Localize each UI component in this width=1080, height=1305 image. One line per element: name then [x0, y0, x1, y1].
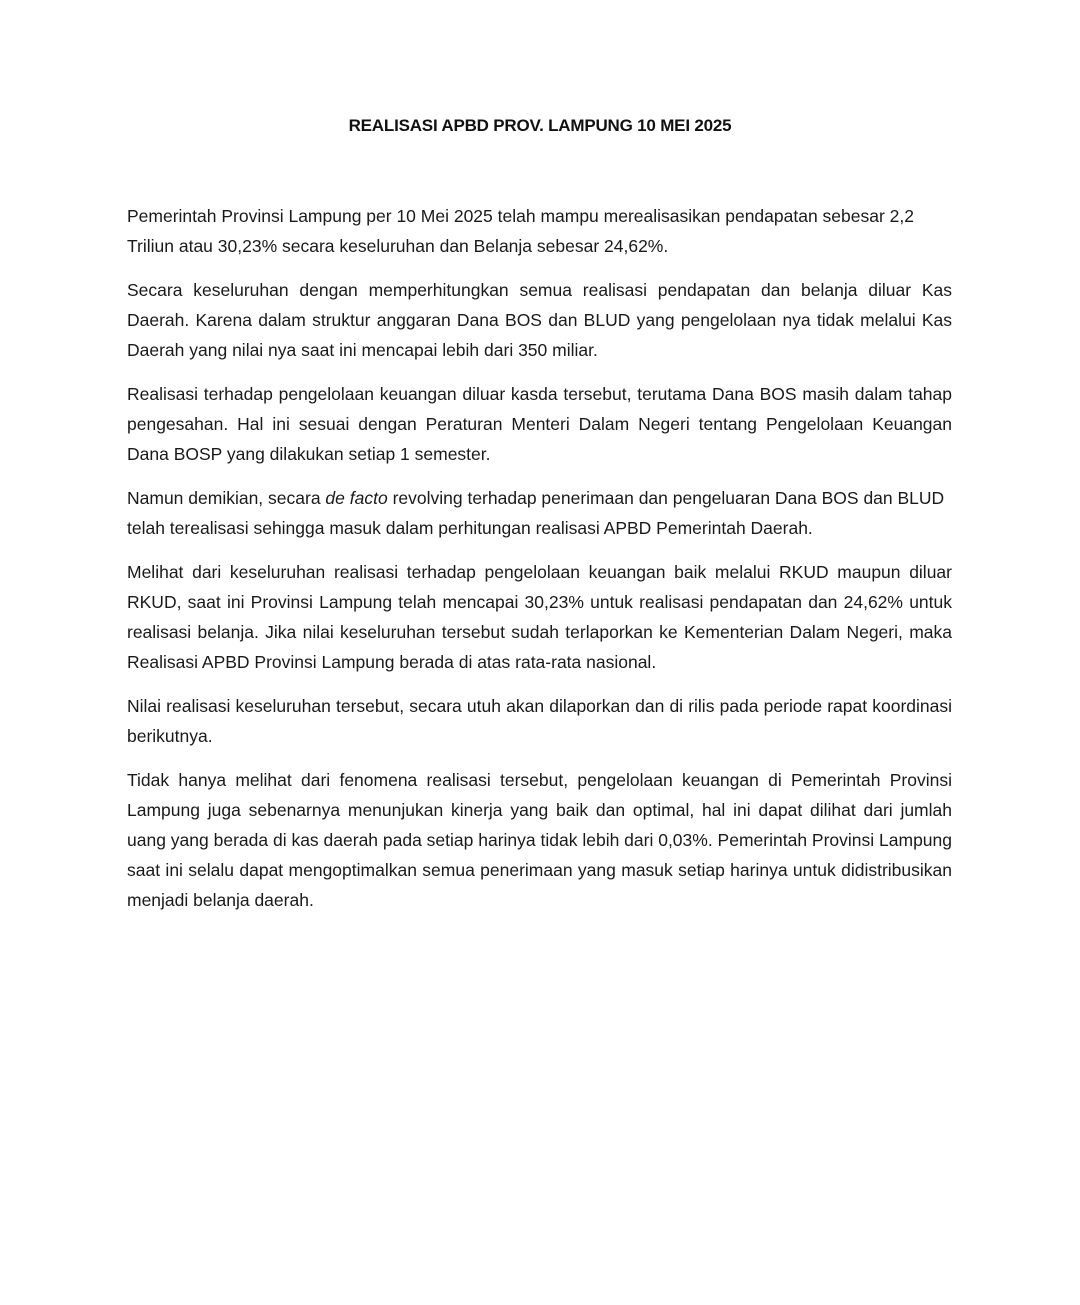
paragraph-performance: Tidak hanya melihat dari fenomena realisasi tersebut, pengelolaan keuangan di Pemerintah Provinsi Lampung juga sebenarnya menunjukan kinerja yang baik dan optimal, hal ini dapat dilihat dari jumlah uang yang berada di kas daerah pada setiap harinya tidak lebih dari 0,03%. Pemerintah Provinsi Lampung saat ini selalu dapat mengoptimalkan semua penerimaan yang masuk setiap harinya untuk didistribusikan menjadi belanja daerah. — [127, 770, 952, 910]
paragraph-reporting: Nilai realisasi keseluruhan tersebut, secara utuh akan dilaporkan dan di rilis pada periode rapat koordinasi berikutnya. — [127, 696, 952, 746]
paragraph-de-facto-italic: de facto — [325, 488, 388, 508]
document-body — [127, 201, 952, 929]
document-title: REALISASI APBD PROV. LAMPUNG 10 MEI 2025 — [348, 116, 732, 135]
paragraph-revenue-summary: Pemerintah Provinsi Lampung per 10 Mei 2025 telah mampu merealisasikan pendapatan sebesar 2,2 Triliun atau 30,23% secara keseluruhan dan Belanja sebesar 24,62%. — [127, 206, 914, 256]
paragraph-dana-bos-status: Realisasi terhadap pengelolaan keuangan diluar kasda tersebut, terutama Dana BOS masih dalam tahap pengesahan. Hal ini sesuai dengan Peraturan Menteri Dalam Negeri tentang Pengelolaan Keuangan Dana BOSP yang dilakukan setiap 1 semester. — [127, 384, 952, 464]
paragraph-de-facto-lead: Namun demikian, secara — [127, 488, 326, 508]
paragraph-de-facto — [127, 483, 952, 543]
paragraph-de-facto-rest: revolving terhadap penerimaan dan pengeluaran Dana BOS dan BLUD telah terealisasi sehingga masuk dalam perhitungan realisasi APBD Pemerintah Daerah. — [127, 488, 945, 538]
paragraph-outside-kas-daerah: Secara keseluruhan dengan memperhitungkan semua realisasi pendapatan dan belanja diluar Kas Daerah. Karena dalam struktur anggaran Dana BOS dan BLUD yang pengelolaan nya tidak melalui Kas Daerah yang nilai nya saat ini mencapai lebih dari 350 miliar. — [127, 280, 952, 360]
paragraph-rkud-realization: Melihat dari keseluruhan realisasi terhadap pengelolaan keuangan baik melalui RKUD maupun diluar RKUD, saat ini Provinsi Lampung telah mencapai 30,23% untuk realisasi pendapatan dan 24,62% untuk realisasi belanja. Jika nilai keseluruhan tersebut sudah terlaporkan ke Kementerian Dalam Negeri, maka Realisasi APBD Provinsi Lampung berada di atas rata-rata nasional. — [127, 562, 952, 672]
